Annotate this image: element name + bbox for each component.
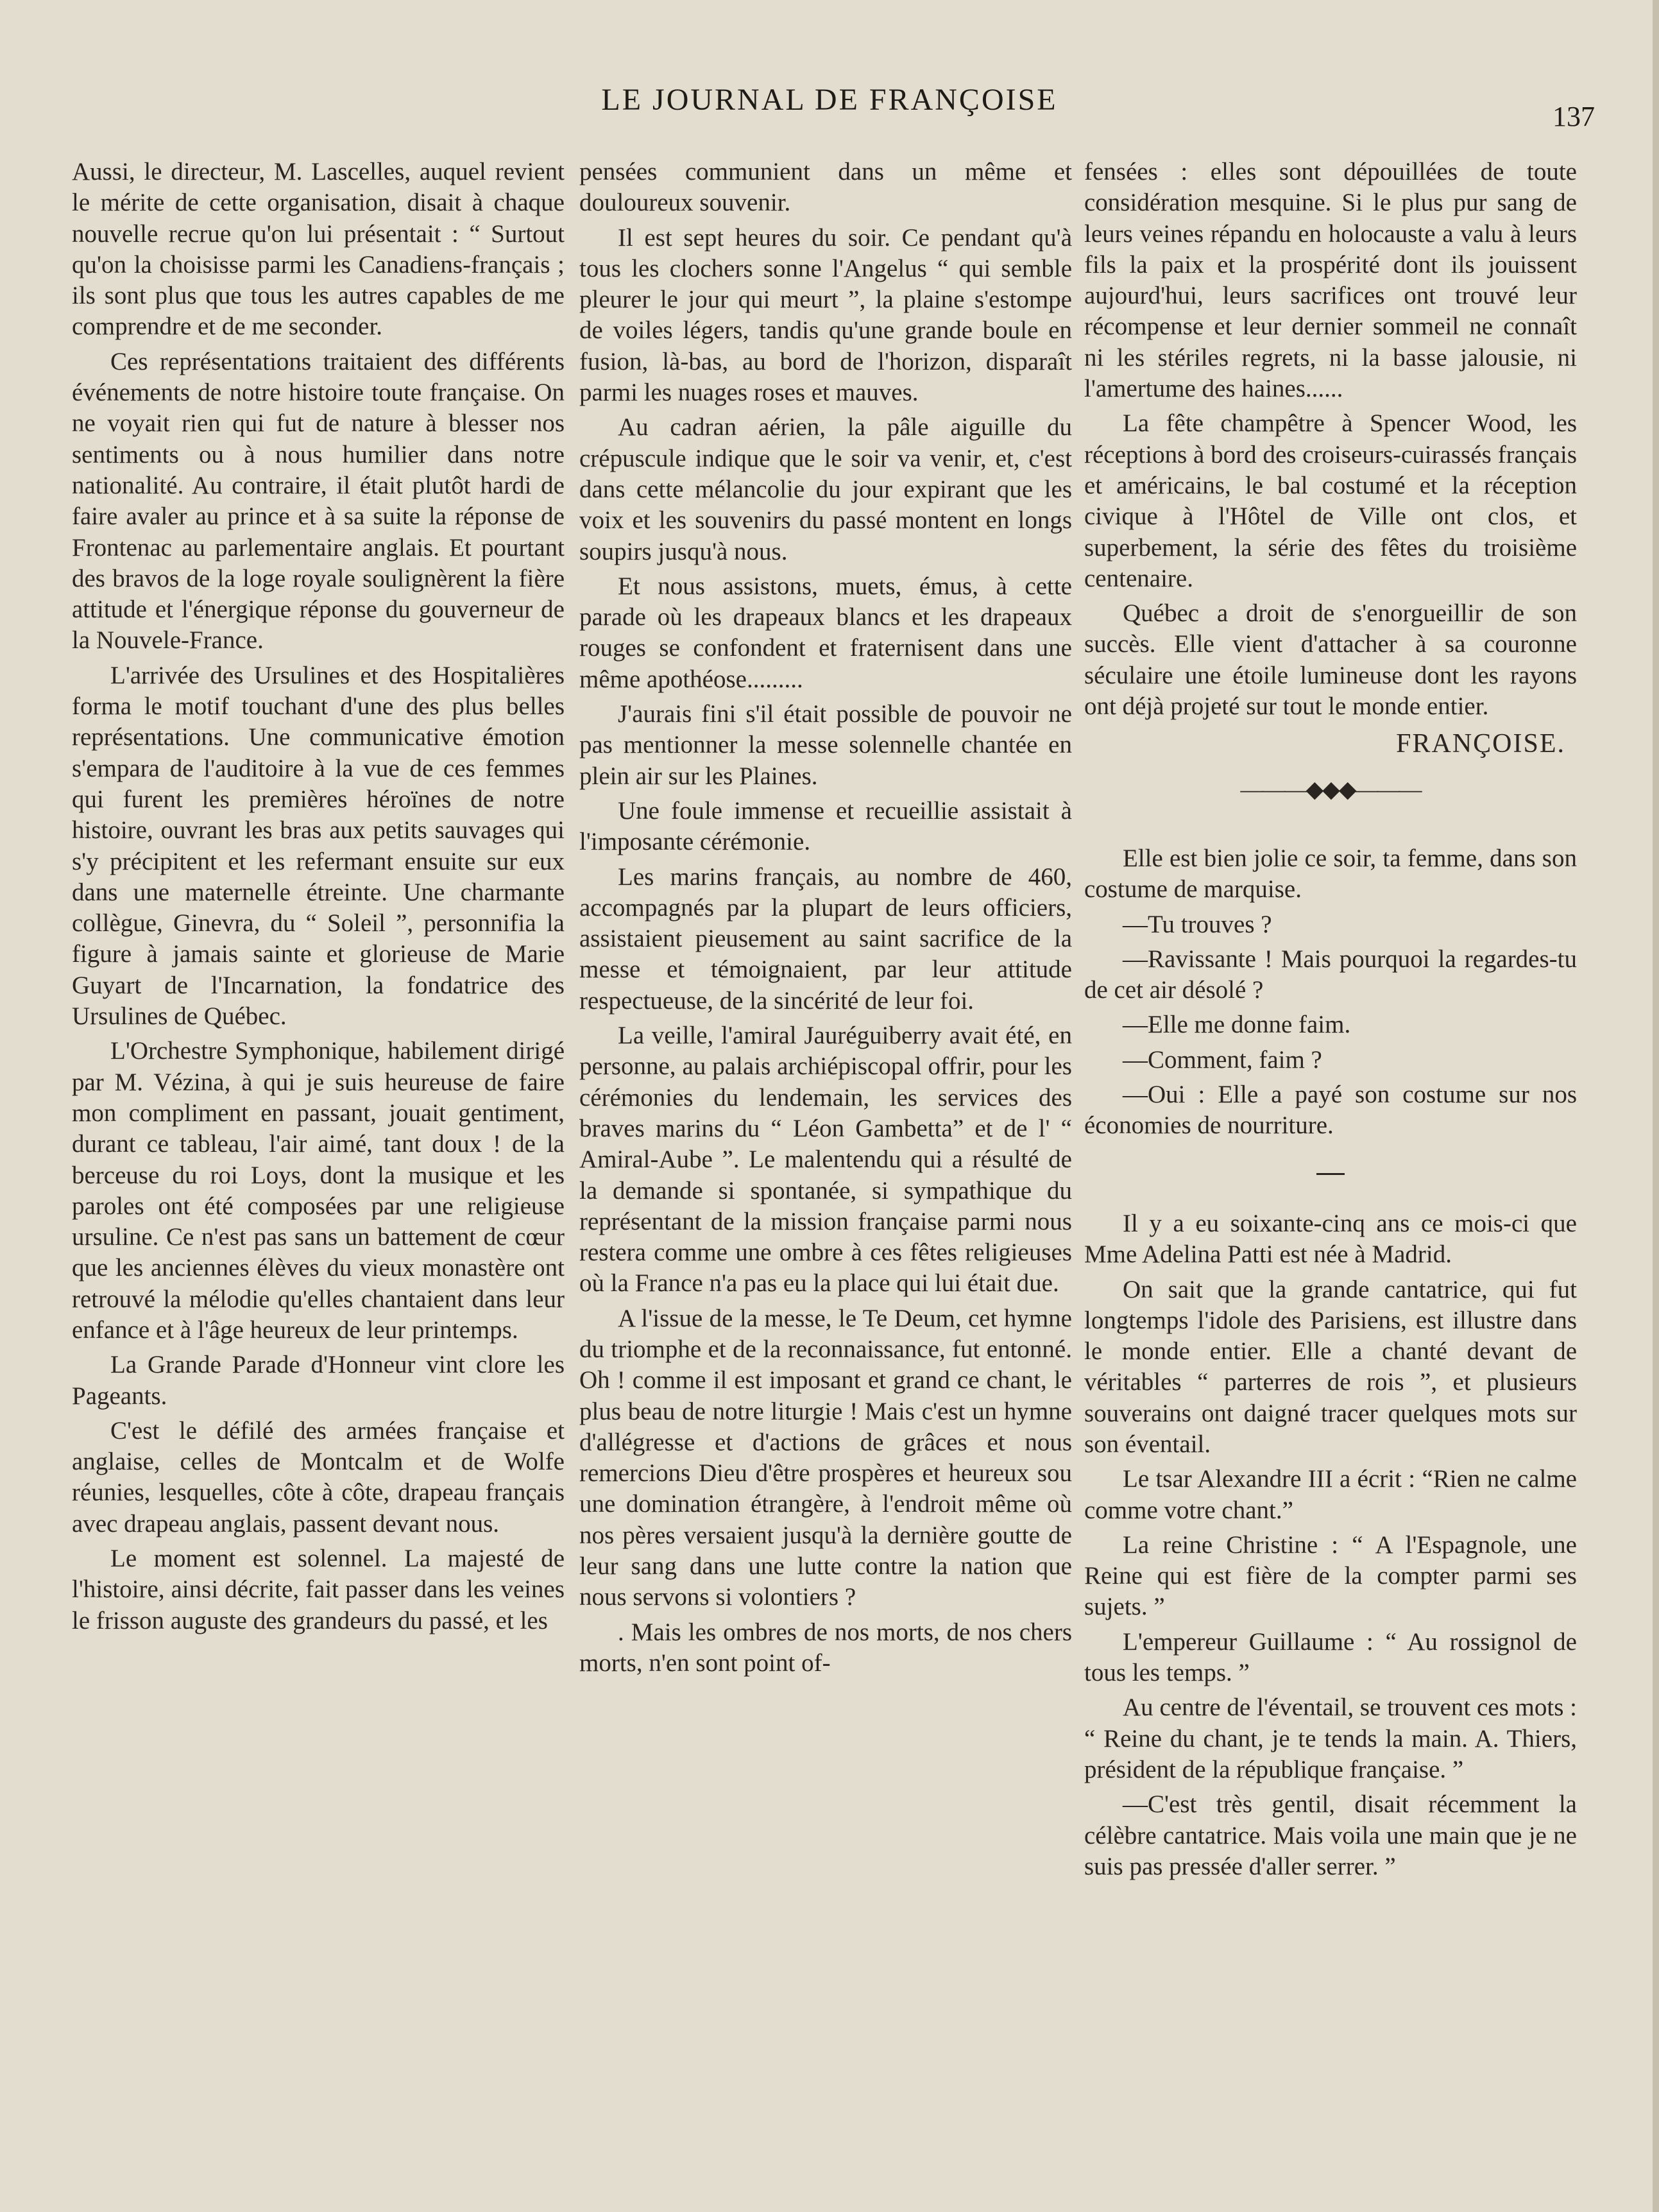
column-left <box>72 157 565 1636</box>
paragraph: La Grande Parade d'Honneur vint clore les Pageants. <box>72 1351 565 1410</box>
paragraph: C'est le défilé des armées française et anglaise, celles de Montcalm et de Wolfe réunies, lesquelles, côte à côte, drapeau français avec drapeau anglais, passent devant nous. <box>72 1416 565 1538</box>
paragraph: Il y a eu soixante-cinq ans ce mois-ci que Mme Adelina Patti est née à Madrid. <box>1084 1209 1577 1269</box>
paragraph: La reine Christine : “ A l'Espagnole, une Reine qui est fière de la compter parmi ses sujets. ” <box>1084 1530 1577 1621</box>
paragraph: A l'issue de la messe, le Te Deum, cet hymne du triomphe et de la reconnaissance, fut entonné. Oh ! comme il est imposant et grand ce chant, le plus beau de notre liturgie ! Mais c'est un hymne d'allégresse et d'actions de grâces et nous remercions Dieu d'être prospères et heureux sou une domination étrangère, à l'endroit même où nos pères versaient jusqu'à la dernière goutte de leur sang dans une lutte contre la nation que nous servons si volontiers ? <box>579 1304 1072 1611</box>
paragraph: pensées communient dans un même et douloureux souvenir. <box>579 158 1072 217</box>
dialogue-line: —Elle me donne faim. <box>1123 1011 1351 1039</box>
dialogue-line: —Ravissante ! Mais pourquoi la regardes-tu de cet air désolé ? <box>1084 945 1577 1004</box>
dialogue-line: —Comment, faim ? <box>1123 1045 1322 1074</box>
paragraph: J'aurais fini s'il était possible de pouvoir ne pas mentionner la messe solennelle chantée en plein air sur les Plaines. <box>579 700 1072 790</box>
paragraph: —C'est très gentil, disait récemment la célèbre cantatrice. Mais voila une main que je ne suis pas pressée d'aller serrer. ” <box>1084 1790 1577 1880</box>
paragraph: Elle est bien jolie ce soir, ta femme, dans son costume de marquise. <box>1084 844 1577 904</box>
paragraph: L'arrivée des Ursulines et des Hospitalières forma le motif touchant d'une des plus belles représentations. Une communicative émotion s'empara de l'auditoire à la vue de ces femmes qui furent les premières héroïnes de notre histoire, ouvrant les bras aux petits sauvages qui s'y précipitent et les refermant ensuite sur eux dans une maternelle étreinte. Une charmante collègue, Ginevra, du “ Soleil ”, personnifia la figure à jamais sainte et glorieuse de Marie Guyart de l'Incarnation, la fondatrice des Ursulines de Québec. <box>72 661 565 1031</box>
paragraph: L'empereur Guillaume : “ Au rossignol de tous les temps. ” <box>1084 1627 1577 1687</box>
column-middle <box>579 157 1072 1679</box>
paragraph: Les marins français, au nombre de 460, accompagnés par la plupart de leurs officiers, assistaient pieusement au saint sacrifice de la messe et témoignaient, par leur attitude respectueuse, de la sincérité de leur foi. <box>579 862 1072 1015</box>
dialogue-line: —Tu trouves ? <box>1123 910 1272 938</box>
running-header: LE JOURNAL DE FRANÇOISE <box>601 83 1058 117</box>
paragraph: Ces représentations traitaient des différents événements de notre histoire toute française. On ne voyait rien qui fut de nature à blesser nos sentiments ou à nous humilier dans notre nationalité. Au contraire, il était plutôt hardi de faire avaler au prince et à sa suite la réponse de Frontenac au parlementaire anglais. Et pourtant des bravos de la loge royale soulignèrent la fière attitude et l'énergique réponse du gouverneur de la Nouvele-France. <box>72 347 565 655</box>
page-edge <box>1653 0 1659 2212</box>
paragraph: Il est sept heures du soir. Ce pendant qu'à tous les clochers sonne l'Angelus “ qui semble pleurer le jour qui meurt ”, la plaine s'estompe de voiles légers, tandis qu'une grande boule en fusion, là-bas, au bord de l'horizon, disparaît parmi les nuages roses et mauves. <box>579 223 1072 407</box>
page-number: 137 <box>1553 101 1595 132</box>
paragraph: La veille, l'amiral Jauréguiberry avait été, en personne, au palais archiépiscopal offrir, pour les cérémonies du lendemain, les services des braves marins du “ Léon Gambetta” et de l' “ Amiral-Aube ”. Le malentendu qui a résulté de la demande si spontanée, si sympathique du représentant de la mission française parmi nous restera comme une ombre à ces fêtes religieuses où la France n'a pas eu la place qui lui était due. <box>579 1022 1072 1298</box>
paragraph: Une foule immense et recueillie assistait à l'imposante cérémonie. <box>579 796 1072 856</box>
column-right <box>1084 157 1577 1882</box>
paragraph: fensées : elles sont dépouillées de toute considération mesquine. Si le plus pur sang de leurs veines répandu en holocauste a valu à leurs fils la paix et la prospérité dont ils jouissent aujourd'hui, leurs sacrifices ont trouvé leur récompense et leur dernier sommeil ne connaît ni les stériles regrets, ni la basse jalousie, ni l'amertume des haines...... <box>1084 158 1577 403</box>
paragraph: Au centre de l'éventail, se trouvent ces mots : “ Reine du chant, je te tends la main. A. Thiers, président de la république française. ” <box>1084 1693 1577 1783</box>
paragraph: Le tsar Alexandre III a écrit : “Rien ne calme comme votre chant.” <box>1084 1465 1577 1524</box>
paragraph: On sait que la grande cantatrice, qui fut longtemps l'idole des Parisiens, est illustre dans le monde entier. Elle a chanté devant de véritables “ parterres de rois ”, et plusieurs souverains ont daigné tracer quelques mots sur son éventail. <box>1084 1275 1577 1458</box>
paragraph: Québec a droit de s'enorgueillir de son succès. Elle vient d'attacher à sa couronne séculaire une étoile lumineuse dont les rayons ont déjà projeté sur tout le monde entier. <box>1084 599 1577 721</box>
paragraph: . Mais les ombres de nos morts, de nos chers morts, n'en sont point of- <box>579 1618 1072 1677</box>
paragraph: Au cadran aérien, la pâle aiguille du crépuscule indique que le soir va venir, et, c'est dans cette mélancolie du jour expirant que les voix et les souvenirs du passé montent en longs soupirs jusqu'à nous. <box>579 413 1072 565</box>
ornament-divider: ———◆◆◆——— <box>1240 776 1421 802</box>
paragraph: La fête champêtre à Spencer Wood, les réceptions à bord des croiseurs-cuirassés français et américains, le bal costumé et la réception civique à l'Hôtel de Ville ont clos, et superbement, la série des fêtes du troisième centenaire. <box>1084 409 1577 592</box>
paragraph: Aussi, le directeur, M. Lascelles, auquel revient le mérite de cette organisation, disait à chaque nouvelle recrue qu'on lui présentait : “ Surtout qu'on la choisisse parmi les Canadiens-français ; ils sont plus que tous les autres capables de me comprendre et de me seconder. <box>72 158 565 341</box>
paragraph: Le moment est solennel. La majesté de l'histoire, ainsi décrite, fait passer dans les veines le frisson auguste des grandeurs du passé, et les <box>72 1545 565 1634</box>
paragraph: L'Orchestre Symphonique, habilement dirigé par M. Vézina, à qui je suis heureuse de faire mon compliment en passant, jouait gentiment, durant ce tableau, l'air aimé, tant doux ! de la berceuse du roi Loys, dont la musique et les paroles ont été composées par une religieuse ursuline. Ce n'est pas sans un battement de cœur que les anciennes élèves du vieux monastère ont retrouvé la mélodie qu'elles chantaient dans leur enfance et à l'âge heureux de leur printemps. <box>72 1037 565 1344</box>
paragraph: Et nous assistons, muets, émus, à cette parade où les drapeaux blancs et les drapeaux rouges se confondent et fraternisent dans une même apothéose......... <box>579 572 1072 693</box>
short-rule-divider <box>1084 1152 1577 1183</box>
dialogue-line: —Oui : Elle a payé son costume sur nos économies de nourriture. <box>1084 1081 1577 1140</box>
author-signature: FRANÇOISE. <box>1396 729 1565 759</box>
